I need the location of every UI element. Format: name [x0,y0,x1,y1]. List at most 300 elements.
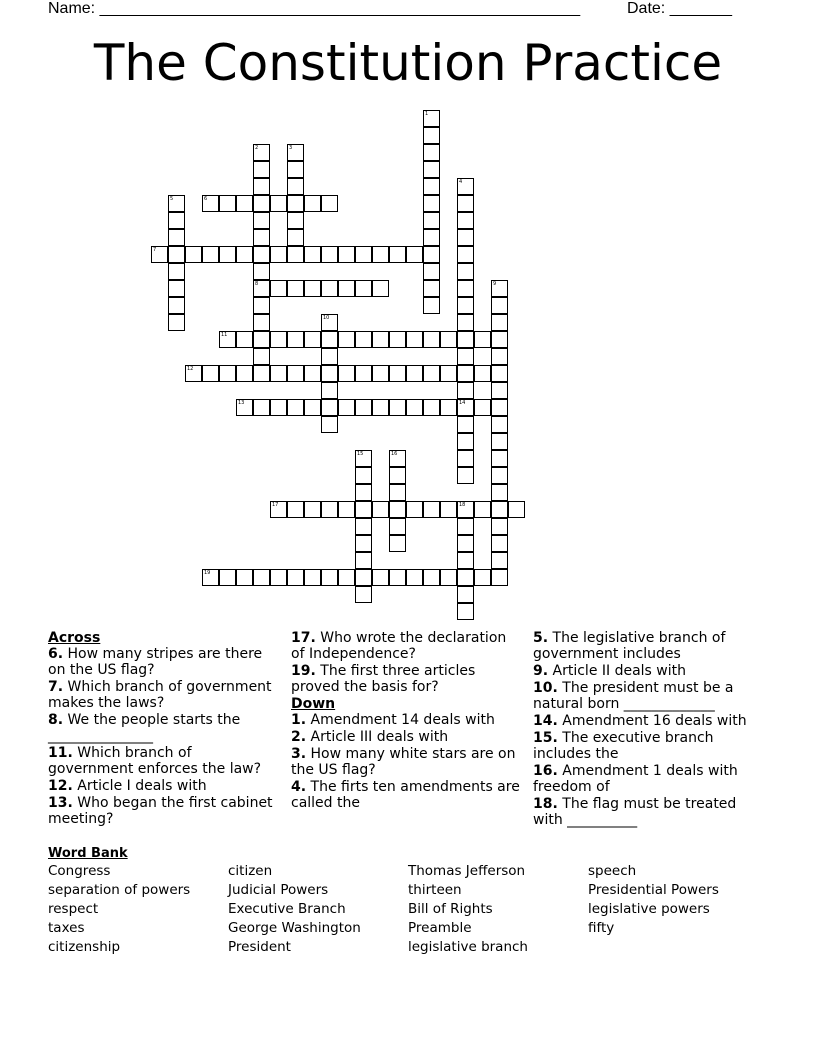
crossword-cell[interactable] [287,212,304,229]
crossword-cell[interactable] [423,569,440,586]
word-bank-item: George Washington [228,920,361,936]
clue-text: How many white stars are on the US flag? [291,746,516,778]
crossword-cell[interactable] [440,331,457,348]
crossword-cell[interactable] [491,314,508,331]
clue-number: 7. [48,679,64,695]
word-bank-item: separation of powers [48,882,191,898]
down-clue [291,712,523,728]
crossword-cell[interactable] [389,467,406,484]
clue-column-2 [291,630,523,812]
cell-number: 11 [221,332,228,338]
crossword-cell[interactable] [474,501,491,518]
crossword-cell[interactable] [355,399,372,416]
crossword-cell[interactable] [185,246,202,263]
across-clue [48,679,278,711]
crossword-cell[interactable] [304,195,321,212]
word-bank-item: Presidential Powers [588,882,719,898]
down-heading: Down [291,696,336,712]
crossword-cell[interactable] [474,331,491,348]
crossword-cell[interactable] [253,195,270,212]
crossword-cell[interactable] [219,331,236,348]
crossword-cell[interactable] [491,365,508,382]
crossword-cell[interactable] [321,314,338,331]
clue-column-3 [533,630,765,829]
crossword-cell[interactable] [338,246,355,263]
crossword-cell[interactable] [457,535,474,552]
word-bank-item: Thomas Jefferson [408,863,526,879]
crossword-cell[interactable] [457,382,474,399]
cell-number: 3 [289,145,293,151]
crossword-cell[interactable] [457,467,474,484]
clue-text: Article II deals with [552,663,687,679]
crossword-cell[interactable] [372,365,389,382]
crossword-cell[interactable] [491,399,508,416]
crossword-cell[interactable] [338,331,355,348]
word-bank-item: fifty [588,920,615,936]
crossword-cell[interactable] [474,569,491,586]
cell-number: 13 [238,400,245,406]
crossword-cell[interactable] [321,348,338,365]
across-clue [291,630,523,662]
crossword-cell[interactable] [304,246,321,263]
crossword-cell[interactable] [321,382,338,399]
crossword-cell[interactable] [440,399,457,416]
name-field[interactable]: Name: ______________________________________________________ [48,0,581,17]
crossword-cell[interactable] [491,501,508,518]
crossword-cell[interactable] [253,178,270,195]
crossword-cell[interactable] [474,365,491,382]
crossword-cell[interactable] [321,365,338,382]
crossword-cell[interactable] [457,246,474,263]
crossword-cell[interactable] [338,501,355,518]
clue-text: Amendment 1 deals with freedom of [533,763,738,795]
crossword-cell[interactable] [355,552,372,569]
crossword-cell[interactable] [457,229,474,246]
cell-number: 19 [204,570,211,576]
cell-number: 4 [459,179,463,185]
clue-number: 13. [48,795,73,811]
crossword-cell[interactable] [389,569,406,586]
crossword-cell[interactable] [270,246,287,263]
cell-number: 7 [153,247,157,253]
cell-number: 2 [255,145,259,151]
crossword-cell[interactable] [219,569,236,586]
crossword-cell[interactable] [423,144,440,161]
clue-number: 9. [533,663,549,679]
clue-text: Which branch of government enforces the law? [48,745,262,777]
crossword-cell[interactable] [321,399,338,416]
crossword-cell[interactable] [423,161,440,178]
crossword-cell[interactable] [168,212,185,229]
crossword-cell[interactable] [423,399,440,416]
crossword-cell[interactable] [202,365,219,382]
crossword-cell[interactable] [491,433,508,450]
crossword-cell[interactable] [423,280,440,297]
crossword-cell[interactable] [389,518,406,535]
crossword-cell[interactable] [185,365,202,382]
crossword-cell[interactable] [355,518,372,535]
crossword-cell[interactable] [270,331,287,348]
crossword-cell[interactable] [457,433,474,450]
clue-number: 15. [533,730,558,746]
crossword-cell[interactable] [355,535,372,552]
crossword-cell[interactable] [355,586,372,603]
crossword-cell[interactable] [270,195,287,212]
down-clue [533,713,765,729]
crossword-cell[interactable] [253,569,270,586]
crossword-cell[interactable] [168,195,185,212]
crossword-cell[interactable] [236,331,253,348]
crossword-cell[interactable] [389,535,406,552]
crossword-cell[interactable] [321,569,338,586]
crossword-cell[interactable] [270,569,287,586]
crossword-cell[interactable] [372,331,389,348]
word-bank-column-1 [48,862,190,957]
clue-number: 14. [533,713,558,729]
crossword-cell[interactable] [355,246,372,263]
clue-text: Article I deals with [77,778,207,794]
cell-number: 8 [255,281,259,287]
crossword-cell[interactable] [491,518,508,535]
crossword-cell[interactable] [457,416,474,433]
crossword-cell[interactable] [236,246,253,263]
crossword-cell[interactable] [406,501,423,518]
crossword-cell[interactable] [389,246,406,263]
down-clue [533,680,765,712]
word-bank-item: citizenship [48,939,121,955]
cell-number: 17 [272,502,279,508]
crossword-cell[interactable] [168,280,185,297]
crossword-cell[interactable] [219,365,236,382]
clue-number: 10. [533,680,558,696]
crossword-cell[interactable] [457,348,474,365]
crossword-cell[interactable] [423,178,440,195]
crossword-cell[interactable] [457,280,474,297]
clue-text: The flag must be treated with __________ [533,796,737,828]
crossword-cell[interactable] [253,314,270,331]
crossword-cell[interactable] [287,569,304,586]
word-bank-column-2 [228,862,361,957]
crossword-cell[interactable] [474,399,491,416]
crossword-cell[interactable] [355,365,372,382]
crossword-cell[interactable] [491,467,508,484]
crossword-cell[interactable] [168,314,185,331]
crossword-cell[interactable] [423,263,440,280]
crossword-cell[interactable] [423,229,440,246]
cell-number: 16 [391,451,398,457]
crossword-cell[interactable] [457,178,474,195]
crossword-cell[interactable] [457,331,474,348]
crossword-cell[interactable] [355,280,372,297]
across-clue [48,712,278,744]
crossword-cell[interactable] [355,569,372,586]
crossword-cell[interactable] [236,569,253,586]
crossword-cell[interactable] [457,552,474,569]
crossword-cell[interactable] [253,348,270,365]
crossword-cell[interactable] [355,450,372,467]
crossword-cell[interactable] [440,569,457,586]
word-bank-item: citizen [228,863,273,879]
crossword-cell[interactable] [338,399,355,416]
cell-number: 5 [170,196,174,202]
crossword-cell[interactable] [168,297,185,314]
crossword-cell[interactable] [406,331,423,348]
crossword-cell[interactable] [389,331,406,348]
crossword-cell[interactable] [253,229,270,246]
crossword-cell[interactable] [219,246,236,263]
crossword-cell[interactable] [423,297,440,314]
across-clue [48,795,278,827]
crossword-cell[interactable] [440,501,457,518]
clue-text: Who began the first cabinet meeting? [48,795,273,827]
clue-text: We the people starts the _______________ [48,712,241,744]
crossword-cell[interactable] [457,263,474,280]
crossword-cell[interactable] [423,127,440,144]
clue-number: 5. [533,630,549,646]
crossword-cell[interactable] [304,399,321,416]
crossword-cell[interactable] [321,195,338,212]
crossword-cell[interactable] [389,450,406,467]
clue-text: Article III deals with [310,729,449,745]
crossword-cell[interactable] [423,195,440,212]
crossword-cell[interactable] [389,484,406,501]
crossword-cell[interactable] [355,484,372,501]
crossword-cell[interactable] [491,331,508,348]
crossword-cell[interactable] [270,365,287,382]
clue-number: 17. [291,630,316,646]
crossword-cell[interactable] [253,365,270,382]
crossword-cell[interactable] [457,518,474,535]
crossword-cell[interactable] [236,365,253,382]
crossword-cell[interactable] [321,416,338,433]
clue-number: 4. [291,779,307,795]
crossword-cell[interactable] [457,450,474,467]
crossword-cell[interactable] [491,552,508,569]
crossword-cell[interactable] [321,501,338,518]
crossword-cell[interactable] [270,399,287,416]
crossword-cell[interactable] [457,501,474,518]
crossword-cell[interactable] [321,246,338,263]
across-clue [48,745,278,777]
clue-column-1 [48,630,278,828]
crossword-cell[interactable] [423,365,440,382]
clue-text: Amendment 16 deals with [562,713,747,729]
crossword-cell[interactable] [270,280,287,297]
clue-number: 12. [48,778,73,794]
clue-number: 19. [291,663,316,679]
crossword-cell[interactable] [372,280,389,297]
crossword-cell[interactable] [287,144,304,161]
crossword-cell[interactable] [287,399,304,416]
word-bank-item: President [228,939,291,955]
crossword-cell[interactable] [321,280,338,297]
cell-number: 6 [204,196,208,202]
clue-number: 3. [291,746,307,762]
word-bank-column-3 [408,862,528,957]
clue-text: The executive branch includes the [533,730,714,762]
crossword-cell[interactable] [338,280,355,297]
crossword-cell[interactable] [287,501,304,518]
crossword-cell[interactable] [253,161,270,178]
crossword-cell[interactable] [491,416,508,433]
clue-number: 16. [533,763,558,779]
word-bank-item: Preamble [408,920,472,936]
crossword-cell[interactable] [389,365,406,382]
crossword-cell[interactable] [253,280,270,297]
clue-text: Who wrote the declaration of Independence? [291,630,507,662]
crossword-cell[interactable] [168,263,185,280]
crossword-cell[interactable] [491,348,508,365]
cell-number: 10 [323,315,330,321]
crossword-cell[interactable] [491,484,508,501]
crossword-cell[interactable] [423,246,440,263]
crossword-cell[interactable] [423,212,440,229]
crossword-cell[interactable] [287,365,304,382]
crossword-cell[interactable] [406,569,423,586]
crossword-cell[interactable] [423,501,440,518]
crossword-cell[interactable] [457,297,474,314]
crossword-cell[interactable] [423,331,440,348]
crossword-cell[interactable] [372,501,389,518]
crossword-cell[interactable] [389,399,406,416]
cell-number: 12 [187,366,194,372]
crossword-cell[interactable] [253,246,270,263]
down-clue [291,779,523,811]
word-bank-item: respect [48,901,99,917]
crossword-cell[interactable] [372,246,389,263]
crossword-cell[interactable] [287,178,304,195]
crossword-cell[interactable] [491,569,508,586]
crossword-cell[interactable] [236,195,253,212]
crossword-cell[interactable] [457,569,474,586]
crossword-cell[interactable] [355,331,372,348]
crossword-cell[interactable] [440,365,457,382]
crossword-cell[interactable] [202,195,219,212]
clue-text: Which branch of government makes the laws? [48,679,272,711]
clue-text: The firts ten amendments are called the [291,779,520,811]
crossword-cell[interactable] [253,144,270,161]
crossword-cell[interactable] [253,297,270,314]
clue-number: 11. [48,745,73,761]
crossword-cell[interactable] [406,399,423,416]
crossword-cell[interactable] [304,331,321,348]
word-bank-item: legislative branch [408,939,528,955]
crossword-cell[interactable] [372,399,389,416]
crossword-cell[interactable] [406,246,423,263]
crossword-cell[interactable] [491,297,508,314]
crossword-cell[interactable] [253,399,270,416]
crossword-cell[interactable] [287,195,304,212]
crossword-cell[interactable] [287,280,304,297]
crossword-cell[interactable] [457,399,474,416]
down-clue [533,763,765,795]
crossword-cell[interactable] [304,501,321,518]
word-bank-item: Executive Branch [228,901,346,917]
crossword-cell[interactable] [491,535,508,552]
crossword-cell[interactable] [151,246,168,263]
crossword-cell[interactable] [287,246,304,263]
crossword-cell[interactable] [253,212,270,229]
crossword-cell[interactable] [219,195,236,212]
across-clue [291,663,523,695]
word-bank-item: speech [588,863,637,879]
word-bank-item: taxes [48,920,85,936]
crossword-cell[interactable] [304,365,321,382]
cell-number: 9 [493,281,497,287]
clue-number: 1. [291,712,307,728]
crossword-cell[interactable] [457,212,474,229]
crossword-cell[interactable] [287,331,304,348]
crossword-cell[interactable] [321,331,338,348]
crossword-cell[interactable] [389,501,406,518]
crossword-cell[interactable] [355,501,372,518]
down-clue [291,746,523,778]
crossword-cell[interactable] [338,365,355,382]
crossword-cell[interactable] [287,161,304,178]
down-clue [533,730,765,762]
cell-number: 18 [459,502,466,508]
crossword-cell[interactable] [491,280,508,297]
crossword-cell[interactable] [287,229,304,246]
clue-text: The first three articles proved the basis for? [291,663,476,695]
crossword-cell[interactable] [168,229,185,246]
crossword-cell[interactable] [457,586,474,603]
crossword-cell[interactable] [491,382,508,399]
cell-number: 15 [357,451,364,457]
crossword-cell[interactable] [253,331,270,348]
crossword-cell[interactable] [457,603,474,620]
crossword-cell[interactable] [457,195,474,212]
page-title: The Constitution Practice [93,34,723,92]
down-clue [533,663,765,679]
down-clue [533,796,765,828]
clue-text: Amendment 14 deals with [310,712,495,728]
crossword-cell[interactable] [423,110,440,127]
crossword-cell[interactable] [304,569,321,586]
clue-text: How many stripes are there on the US flag? [48,646,263,678]
crossword-cell[interactable] [236,399,253,416]
crossword-cell[interactable] [253,263,270,280]
crossword-cell[interactable] [508,501,525,518]
cell-number: 14 [459,400,466,406]
word-bank-column-4 [588,862,719,938]
crossword-cell[interactable] [457,314,474,331]
crossword-cell[interactable] [202,246,219,263]
cell-number: 1 [425,111,429,117]
crossword-cell[interactable] [355,467,372,484]
crossword-cell[interactable] [457,365,474,382]
clue-text: The legislative branch of government includes [533,630,726,662]
crossword-cell[interactable] [168,246,185,263]
across-heading: Across [48,630,101,646]
clue-number: 8. [48,712,64,728]
crossword-cell[interactable] [491,450,508,467]
word-bank-item: Judicial Powers [228,882,329,898]
crossword-cell[interactable] [406,365,423,382]
clue-number: 2. [291,729,307,745]
word-bank-item: legislative powers [588,901,710,917]
crossword-cell[interactable] [304,280,321,297]
word-bank-item: Congress [48,863,111,879]
word-bank-heading: Word Bank [48,846,128,861]
date-field[interactable]: Date: _______ [627,0,732,17]
crossword-cell[interactable] [202,569,219,586]
clue-number: 6. [48,646,64,662]
clue-number: 18. [533,796,558,812]
crossword-cell[interactable] [372,569,389,586]
crossword-cell[interactable] [338,569,355,586]
crossword-cell[interactable] [270,501,287,518]
